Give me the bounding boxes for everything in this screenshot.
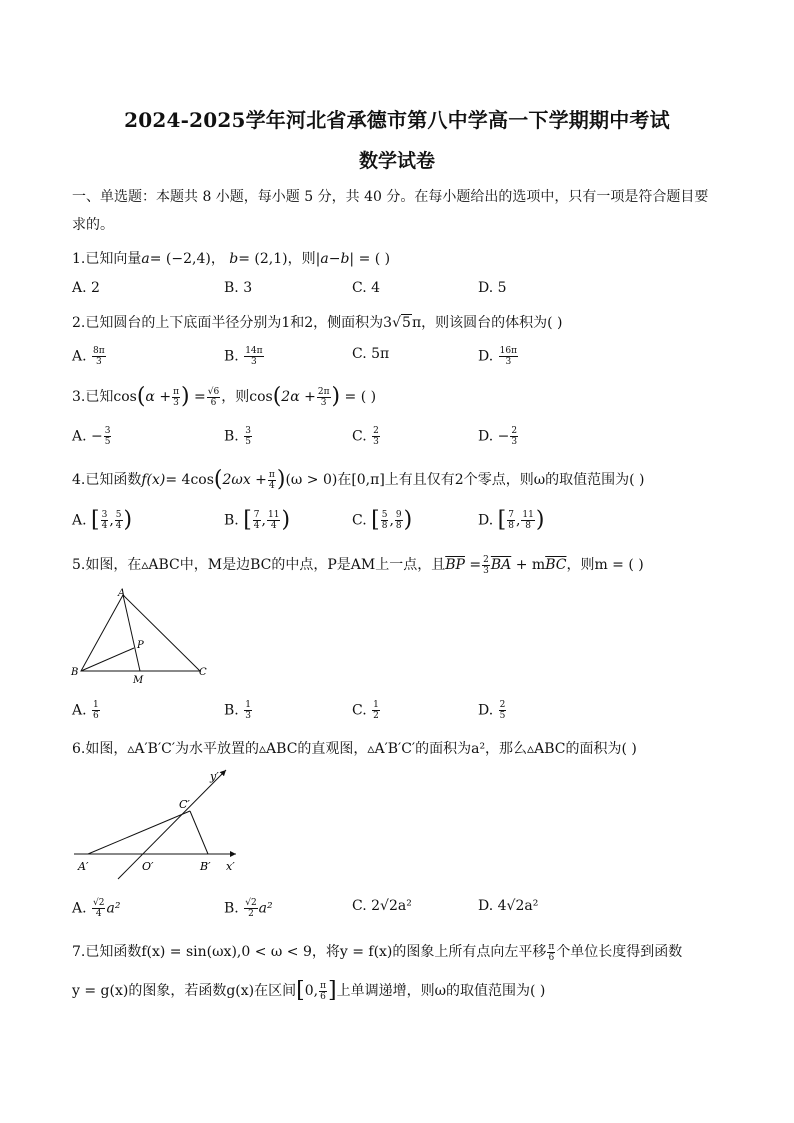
- question-1: 1.已知向量a= (−2,4)， b= (2,1)，则|a−b| = ( ): [72, 251, 391, 267]
- option-b[interactable]: B. $\frac{3}{5}$: [224, 426, 251, 447]
- option-c[interactable]: C. $\frac{1}{2}$: [352, 700, 379, 721]
- option-a[interactable]: A. $\frac{1}{6}$: [72, 700, 99, 721]
- question-6: 6.如图，▵A′B′C′为水平放置的▵ABC的直观图，▵A′B′C′的面积为a²，那么▵ABC的面积为( ): [72, 741, 637, 757]
- option-d[interactable]: D. $\frac{16\pi}{3}$: [478, 346, 518, 367]
- option-c[interactable]: C. $\frac{2}{3}$: [352, 426, 379, 447]
- question-3: 3.已知cos(α + $\frac{\pi}{3}$ ) = $\frac{√6}{6}$ ，则cos(2α + $\frac{2\pi}{3}$ ) = ( ): [72, 384, 377, 409]
- question-5-options: [72, 700, 722, 724]
- option-d[interactable]: D. [ $\frac{7}{8}$ , $\frac{11}{8}$ ): [478, 507, 545, 533]
- option-b[interactable]: B. $\frac{√2}{2}$ a²: [224, 898, 273, 919]
- option-a[interactable]: A. $\frac{8\pi}{3}$: [72, 346, 105, 367]
- option-c[interactable]: C. 2√2a²: [352, 898, 412, 914]
- segment-am: [123, 595, 140, 671]
- question-4-options: [72, 507, 722, 534]
- option-d[interactable]: D. − $\frac{2}{3}$: [478, 426, 518, 447]
- option-c[interactable]: C. 5π: [352, 346, 390, 362]
- option-b[interactable]: B. $\frac{1}{3}$: [224, 700, 251, 721]
- label-a-prime: A′: [78, 860, 89, 873]
- question-5: 5.如图，在▵ABC中，M是边BC的中点，P是AM上一点，且$\overline{BP}$ = $\frac{2}{3}$ $\overline{BA} + m\overline{BC}$，则m = ( ): [72, 554, 644, 576]
- question-2-options: [72, 346, 722, 370]
- option-a[interactable]: A. − $\frac{3}{5}$: [72, 426, 111, 447]
- option-b[interactable]: B. 3: [224, 280, 253, 296]
- question-1-options: [72, 280, 722, 304]
- exam-title: 2024-2025学年河北省承德市第八中学高一下学期期中考试: [124, 108, 670, 132]
- option-b[interactable]: B. [ $\frac{7}{4}$ , $\frac{11}{4}$ ): [224, 507, 291, 533]
- segment-bp: [81, 648, 134, 671]
- section-heading: 一、单选题：本题共 8 小题，每小题 5 分，共 40 分。在每小题给出的选项中，只有一项是符合题目要求的。: [72, 189, 709, 233]
- label-o-prime: O′: [142, 860, 154, 873]
- question-3-options: [72, 426, 722, 450]
- label-m: M: [133, 675, 144, 686]
- option-c[interactable]: C. [ $\frac{5}{8}$ , $\frac{9}{8}$ ): [352, 507, 413, 533]
- exam-subtitle: 数学试卷: [358, 150, 435, 172]
- option-b[interactable]: B. $\frac{14\pi}{3}$: [224, 346, 263, 367]
- option-d[interactable]: D. 5: [478, 280, 507, 296]
- question-7-line-2: y = g(x)的图象，若函数g(x)在区间[0, $\frac{\pi}{6}$ ]上单调递增，则ω的取值范围为( ): [72, 978, 546, 1003]
- question-4: 4.已知函数f(x)= 4cos(2ωx + $\frac{\pi}{4}$ )(ω > 0)在[0,π]上有且仅有2个零点，则ω的取值范围为( ): [72, 467, 645, 492]
- option-d[interactable]: D. $\frac{2}{5}$: [478, 700, 506, 721]
- label-y-prime: y′: [210, 770, 219, 783]
- question-7-line-1: 7.已知函数f(x) = sin(ωx),0 < ω < 9，将y = f(x)的图象上所有点向左平移 $\frac{\pi}{6}$ 个单位长度得到函数: [72, 941, 683, 963]
- label-c: C: [199, 667, 207, 678]
- triangle-abc: [81, 595, 200, 671]
- triangle-figure: [68, 586, 218, 686]
- label-p: P: [137, 640, 144, 651]
- segment-cb: [190, 811, 208, 854]
- label-b: B: [71, 667, 79, 678]
- vector-b: b: [229, 251, 239, 267]
- vector-a: a: [141, 251, 150, 267]
- label-a: A: [118, 588, 126, 599]
- option-d[interactable]: D. 4√2a²: [478, 898, 539, 914]
- segment-ac: [88, 811, 190, 854]
- option-a[interactable]: A. $\frac{√2}{4}$ a²: [72, 898, 121, 919]
- question-6-options: [72, 898, 722, 922]
- label-b-prime: B′: [200, 860, 211, 873]
- option-c[interactable]: C. 4: [352, 280, 381, 296]
- label-x-prime: x′: [226, 860, 235, 873]
- option-a[interactable]: A. [ $\frac{3}{4}$ , $\frac{5}{4}$ ): [72, 507, 133, 533]
- question-2: 2.已知圆台的上下底面半径分别为1和2，侧面积为3√5π，则该圆台的体积为( ): [72, 315, 563, 331]
- intuitive-figure: [66, 764, 246, 880]
- option-a[interactable]: A. 2: [72, 280, 100, 296]
- label-c-prime: C′: [179, 798, 190, 811]
